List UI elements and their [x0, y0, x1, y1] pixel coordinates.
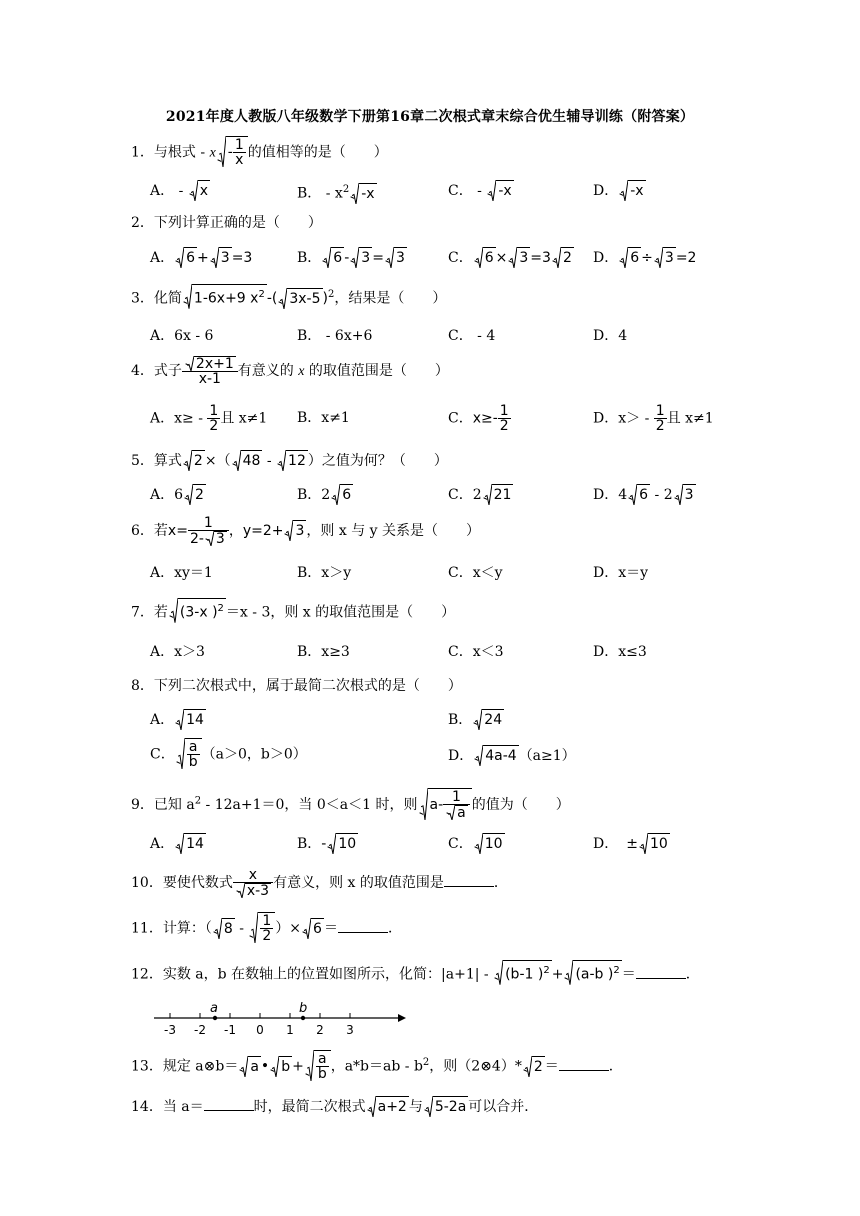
question-4: 4．式子 $\frac{2x+1}{x-1}$ 有意义的 x 的取值范围是（ ） — [131, 356, 449, 387]
question-11: 11．计算：（ 8 - $\frac{1}{2}$ ）× 6 ＝ ． — [131, 913, 402, 944]
tick-label: -1 — [224, 1023, 236, 1037]
option-9a: A． 14 — [150, 833, 206, 854]
option-6b: B．x＞y — [297, 565, 352, 581]
option-9c: C． 10 — [448, 833, 505, 854]
option-2c: C． 6 × 3 =3 2 — [448, 247, 574, 268]
question-9: 9．已知 $a^2 - 12a+1=0$，当 0＜a＜1 时，则 a- $\frac{1}{a}$ 的值为（ ） — [131, 789, 570, 821]
question-2: 2．下列计算正确的是（ ） — [131, 215, 322, 231]
option-7c: C．x＜3 — [448, 644, 504, 660]
option-3c: C． - 4 — [448, 328, 496, 344]
question-14: 14．当 a＝ 时，最简二次根式 a+2 与 5-2a 可以合并． — [131, 1096, 538, 1117]
option-5b: B．2 6 — [297, 484, 353, 505]
question-number: 1． — [131, 144, 154, 161]
option-4b: B．x≠1 — [297, 410, 350, 426]
option-4d: D．x＞ - $\frac{1}{2}$ 且 x≠1 — [593, 403, 714, 434]
option-8d: D． 4a-4 （a≥1） — [448, 745, 576, 766]
question-10: 10．要使代数式 $\frac{x}{x-3}$ 有意义，则 x 的取值范围是 ． — [131, 867, 508, 899]
point-a — [213, 1016, 217, 1020]
point-a-label: a — [210, 1001, 218, 1016]
option-8b: B． 24 — [448, 709, 504, 730]
option-7a: A．x＞3 — [150, 644, 205, 660]
question-1: 1．与根式 - x - $\frac{1}{x}$ 的值相等的是（ ） — [131, 137, 388, 168]
number-line-figure — [148, 998, 408, 1038]
radical: - $\frac{1}{x}$ — [217, 136, 248, 167]
option-1d: D． -x — [593, 180, 646, 201]
tick-label: 0 — [256, 1023, 264, 1037]
number-line-arrow — [398, 1014, 406, 1022]
tick-label: 1 — [286, 1023, 294, 1037]
option-1c: C． - -x — [448, 180, 514, 201]
option-5a: A．6 2 — [150, 484, 206, 505]
question-7: 7．若 (3-x )$^2$ ＝x - 3，则 x 的取值范围是（ ） — [131, 598, 455, 623]
question-13: 13．规定 a⊗b＝ a • b + $\frac{a}{b}$ ，$a*b=ab - b^2$，则（2⊗4）* 2 ＝ ． — [131, 1051, 623, 1082]
option-1a: A． - x — [150, 180, 210, 201]
option-6d: D．x＝y — [593, 565, 649, 581]
question-8: 8．下列二次根式中，属于最简二次根式的是（ ） — [131, 678, 462, 694]
tick-label: -2 — [194, 1023, 206, 1037]
answer-blank[interactable] — [444, 872, 494, 887]
option-6c: C．x＜y — [448, 565, 503, 581]
point-b-label: b — [299, 1001, 308, 1016]
option-6a: A．xy＝1 — [150, 565, 213, 581]
answer-blank[interactable] — [559, 1056, 609, 1071]
answer-blank[interactable] — [636, 964, 686, 979]
question-5: 5．算式 2 ×（ 48 - 12 ）之值为何？（ ） — [131, 450, 448, 471]
answer-blank[interactable] — [204, 1096, 254, 1111]
question-3: 3．化简 1-6x+9 $x^2$ -( 3x-5 )$^2$，结果是（ ） — [131, 284, 446, 309]
option-2a: A． 6 + 3 =3 — [150, 247, 252, 268]
answer-blank[interactable] — [338, 918, 388, 933]
tick-label: 2 — [316, 1023, 324, 1037]
question-6: 6．若x= 1 2- 3 ，y=2+ 3 ，则 x 与 y 关系是（ ） — [131, 515, 481, 547]
option-2b: B． 6 - 3 = 3 — [297, 247, 407, 268]
option-4a: A．x≥ - $\frac{1}{2}$ 且 x≠1 — [150, 403, 268, 434]
tick-label: -3 — [164, 1023, 176, 1037]
tick-label: 3 — [346, 1023, 354, 1037]
option-9b: B．- 10 — [297, 833, 358, 854]
option-5c: C．2 21 — [448, 484, 513, 505]
option-9d: D． ± 10 — [593, 833, 670, 854]
option-7b: B．x≥3 — [297, 644, 350, 660]
option-1b: B． - $x^2$ -x — [297, 184, 375, 202]
option-3b: B． - 6x+6 — [297, 328, 373, 344]
option-4c: C．x≥- $\frac{1}{2}$ — [448, 403, 509, 434]
option-3a: A．6x - 6 — [150, 328, 214, 344]
question-12: 12．实数 a，b 在数轴上的位置如图所示，化简：|a+1| - (b-1 )$^2$ + (a-b )$^2$ ＝ ． — [131, 960, 700, 985]
option-8a: A． 14 — [150, 709, 206, 730]
point-b — [301, 1016, 305, 1020]
option-5d: D．4 6 - 2 3 — [593, 484, 696, 505]
option-3d: D．4 — [593, 328, 628, 344]
document-title: 2021年度人教版八年级数学下册第16章二次根式章末综合优生辅导训练（附答案） — [165, 109, 695, 125]
option-2d: D． 6 ÷ 3 =2 — [593, 247, 696, 268]
option-8c: C． $\frac{a}{b}$ （a＞0，b＞0） — [150, 739, 307, 770]
option-7d: D．x≤3 — [593, 644, 647, 660]
